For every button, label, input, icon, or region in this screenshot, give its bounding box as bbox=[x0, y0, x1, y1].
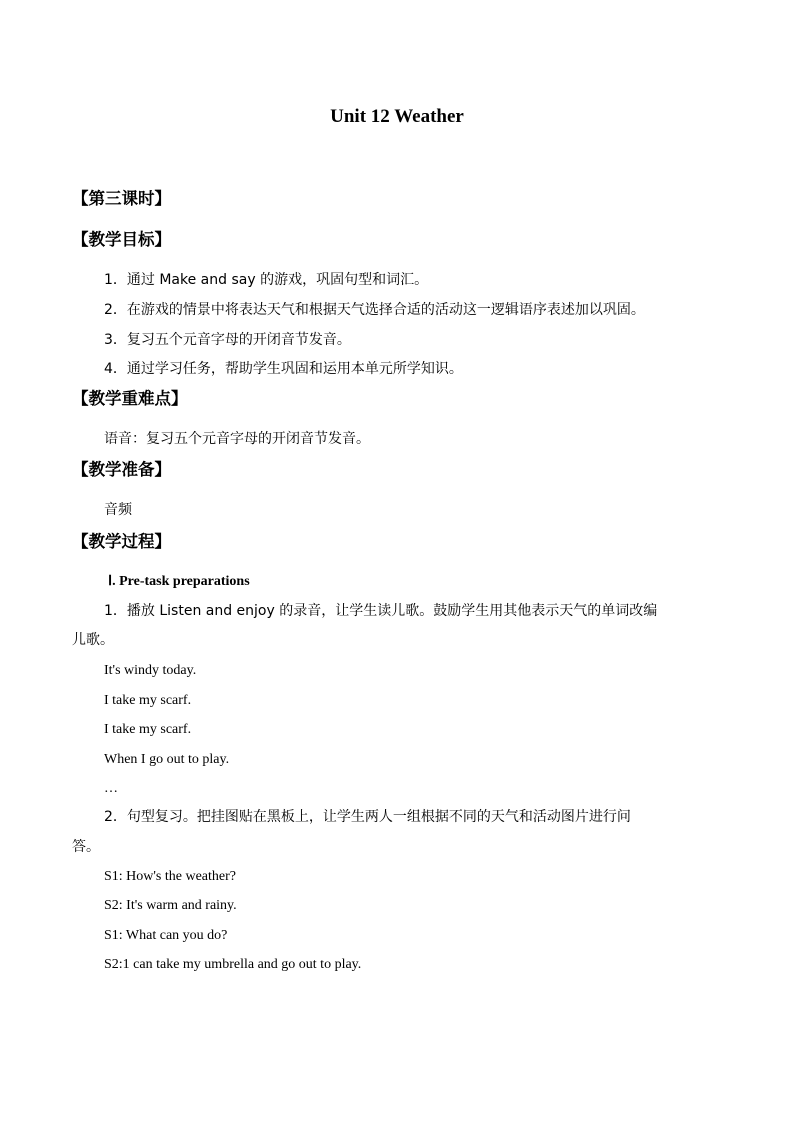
dialogue-line-4: S2:1 can take my umbrella and go out to play. bbox=[104, 957, 362, 972]
rhyme-line-2: I take my scarf. bbox=[104, 693, 192, 708]
rhyme-line-1: It's windy today. bbox=[104, 663, 197, 678]
objective-item-3: 3．复习五个元音字母的开闭音节发音。 bbox=[104, 332, 351, 348]
lesson-heading: 【第三课时】 bbox=[72, 189, 171, 208]
key-points-text: 语音：复习五个元音字母的开闭音节发音。 bbox=[104, 431, 370, 447]
objectives-heading: 【教学目标】 bbox=[72, 230, 171, 249]
rhyme-ellipsis: … bbox=[104, 781, 118, 796]
rhyme-line-4: When I go out to play. bbox=[104, 752, 230, 767]
dialogue-line-1: S1: How's the weather? bbox=[104, 869, 236, 884]
step2-line1: 2．句型复习。把挂图贴在黑板上，让学生两人一组根据不同的天气和活动图片进行问 bbox=[104, 809, 631, 825]
dialogue-line-3: S1: What can you do? bbox=[104, 928, 228, 943]
section-pre-task: Ⅰ. Pre-task preparations bbox=[108, 574, 250, 589]
step2-line2: 答。 bbox=[72, 839, 100, 855]
page-title: Unit 12 Weather bbox=[330, 106, 464, 127]
step1-line1: 1．播放 Listen and enjoy 的录音，让学生读儿歌。鼓励学生用其他表示天气的单词改编 bbox=[104, 603, 658, 619]
preparation-heading: 【教学准备】 bbox=[72, 460, 171, 479]
objective-item-4: 4．通过学习任务，帮助学生巩固和运用本单元所学知识。 bbox=[104, 361, 463, 377]
key-points-heading: 【教学重难点】 bbox=[72, 389, 188, 408]
dialogue-line-2: S2: It's warm and rainy. bbox=[104, 898, 237, 913]
objective-item-2: 2．在游戏的情景中将表达天气和根据天气选择合适的活动这一逻辑语序表述加以巩固。 bbox=[104, 302, 645, 318]
preparation-text: 音频 bbox=[104, 502, 132, 518]
objective-item-1: 1．通过 Make and say 的游戏，巩固句型和词汇。 bbox=[104, 272, 429, 288]
step1-line2: 儿歌。 bbox=[72, 632, 114, 648]
rhyme-line-3: I take my scarf. bbox=[104, 722, 192, 737]
process-heading: 【教学过程】 bbox=[72, 532, 171, 551]
